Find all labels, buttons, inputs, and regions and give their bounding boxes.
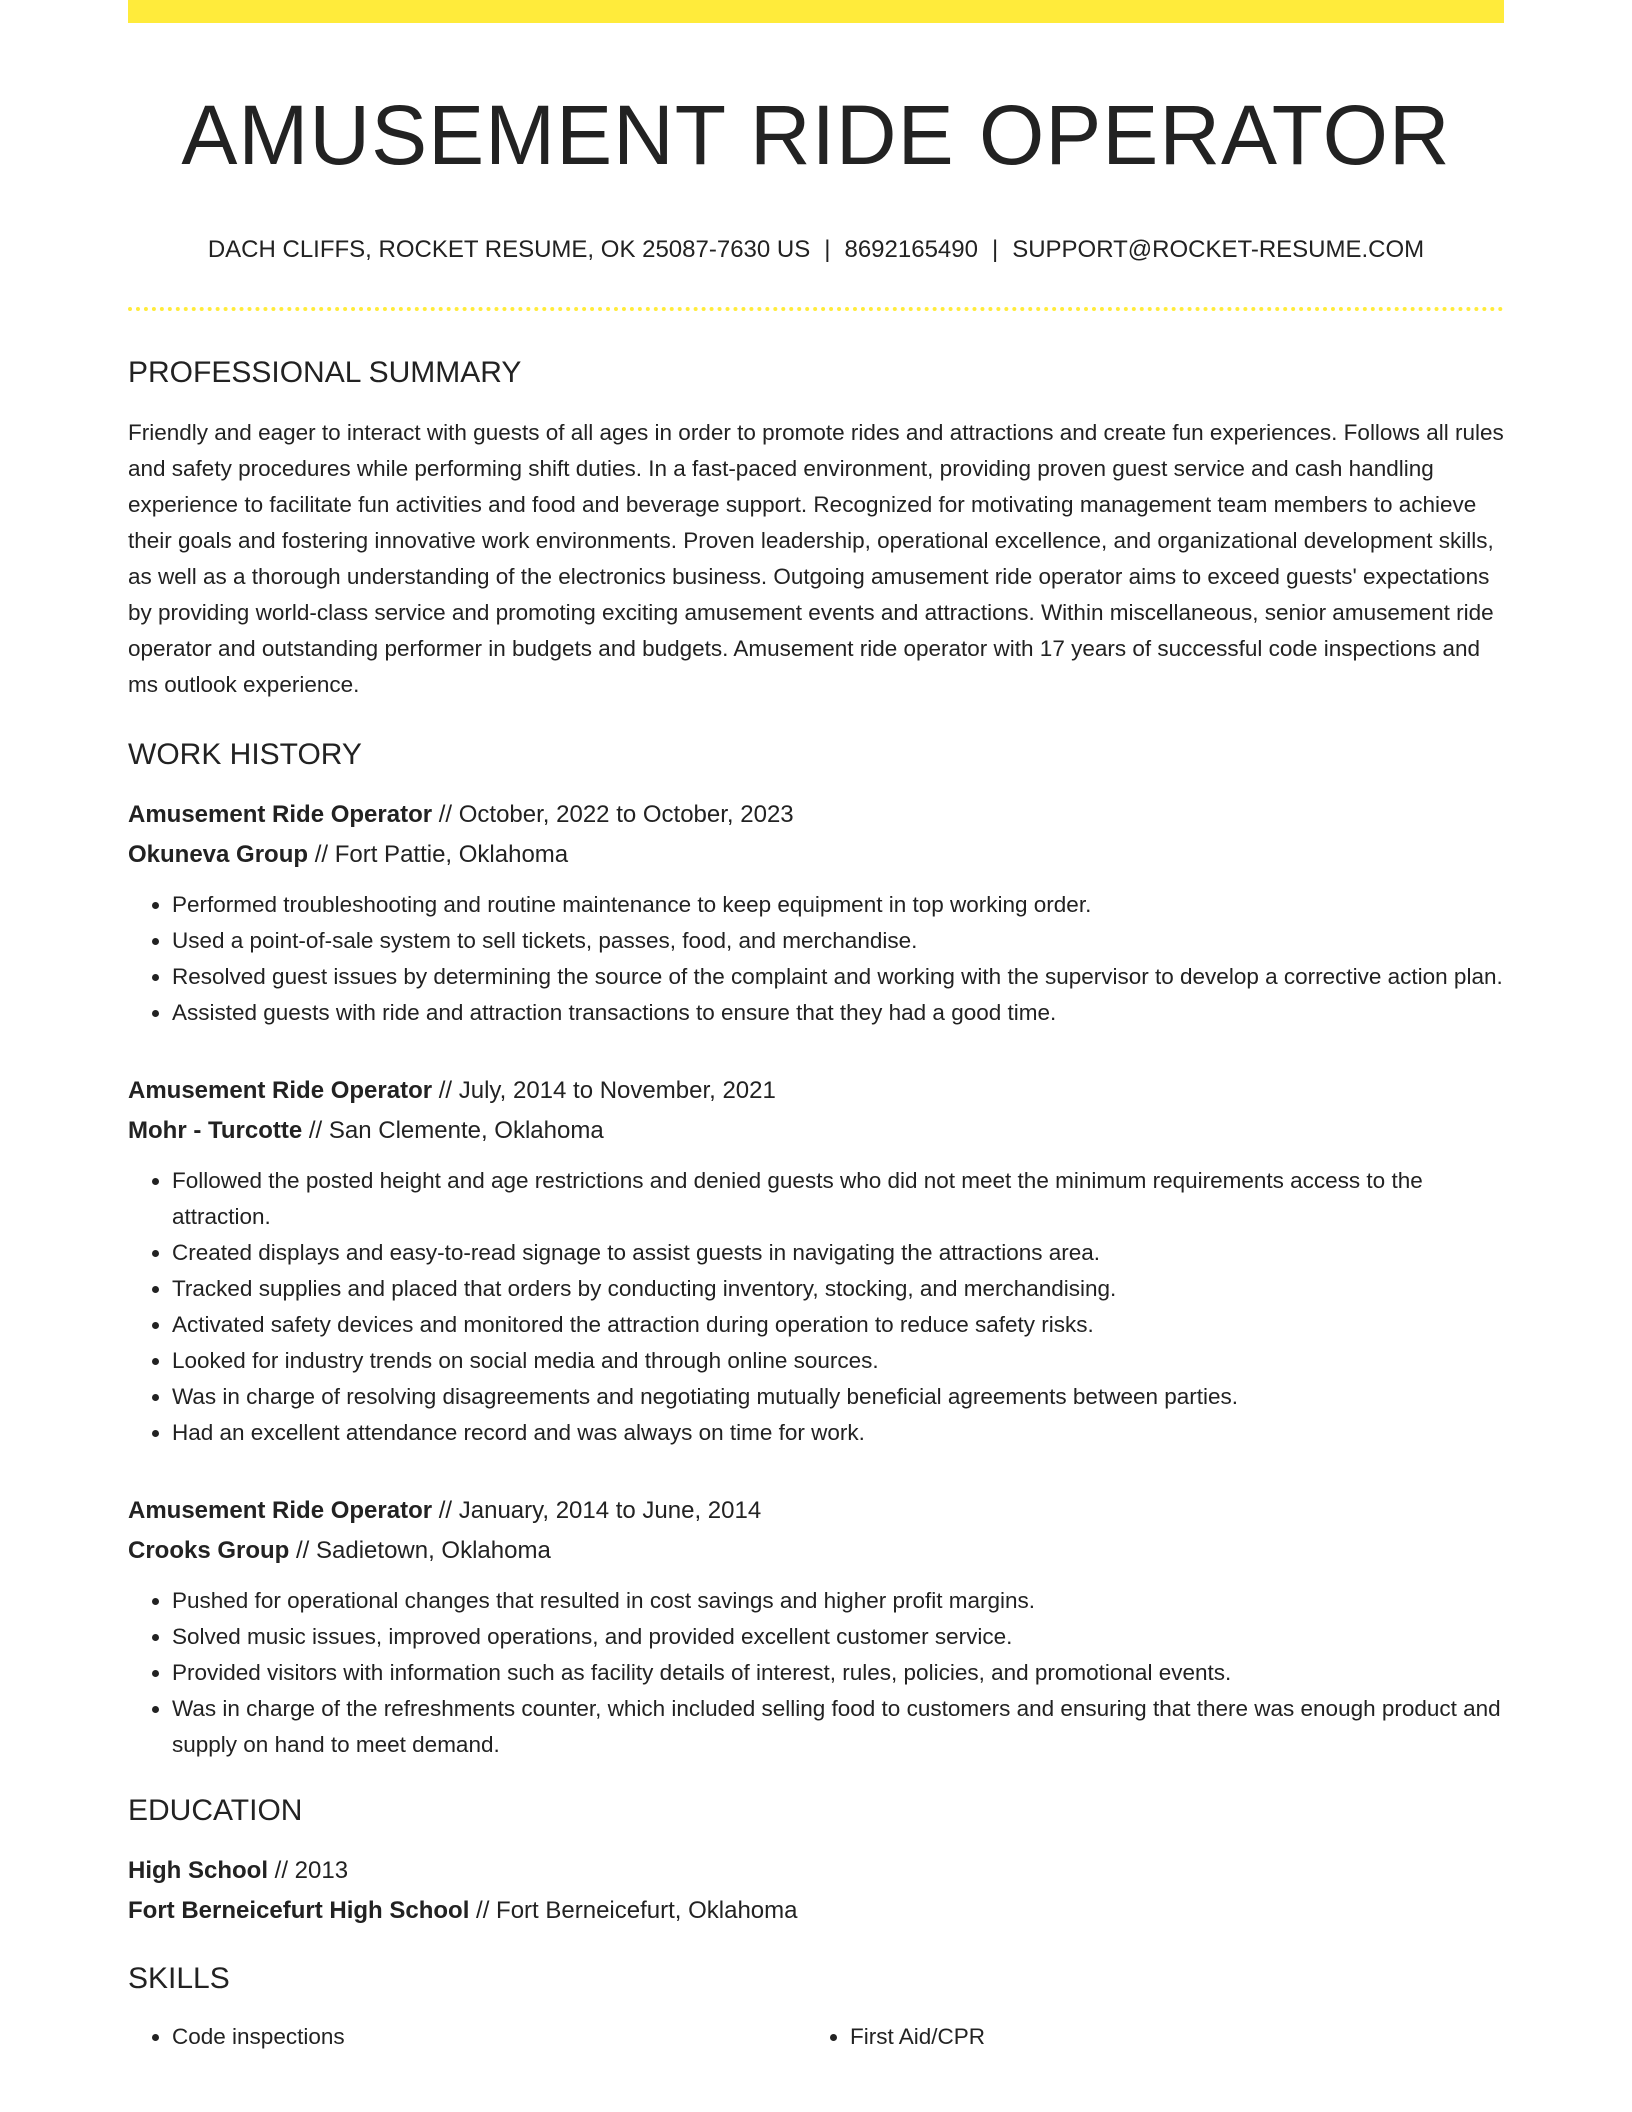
- dotted-divider: [128, 307, 1504, 311]
- job-bullet: • Looked for industry trends on social media and through online sources.: [172, 1343, 1504, 1379]
- job-bullet: • Provided visitors with information such as facility details of interest, rules, policies, and promotional events.: [172, 1655, 1504, 1691]
- education-degree: High School: [128, 1856, 268, 1884]
- job-entry: [128, 795, 1504, 1031]
- contact-email[interactable]: SUPPORT@ROCKET-RESUME.COM: [1012, 235, 1425, 263]
- education-location: // Fort Berneicefurt, Oklahoma: [469, 1896, 798, 1924]
- job-company: Crooks Group: [128, 1536, 290, 1564]
- job-entry: [128, 1071, 1504, 1451]
- job-bullet: • Resolved guest issues by determining the source of the complaint and working with the supervisor to develop a corrective action plan.: [172, 959, 1504, 995]
- job-company-line: [128, 1531, 1504, 1571]
- job-role: Amusement Ride Operator: [128, 1496, 433, 1524]
- job-location: // Fort Pattie, Oklahoma: [308, 840, 569, 868]
- job-bullet: • Tracked supplies and placed that orders by conducting inventory, stocking, and merchandising.: [172, 1271, 1504, 1307]
- job-location: // Sadietown, Oklahoma: [289, 1536, 551, 1564]
- accent-top-bar: [128, 0, 1504, 23]
- education-school-line: [128, 1891, 1504, 1931]
- job-bullet: • Pushed for operational changes that resulted in cost savings and higher profit margins.: [172, 1583, 1504, 1619]
- job-bullet: • Solved music issues, improved operations, and provided excellent customer service.: [172, 1619, 1504, 1655]
- job-entry: [128, 1491, 1504, 1763]
- education-school: Fort Berneicefurt High School: [128, 1896, 470, 1924]
- skill-item: • Code inspections: [172, 2019, 806, 2055]
- work-history-heading: WORK HISTORY: [128, 737, 362, 771]
- contact-separator: |: [824, 235, 831, 263]
- job-bullet: • Performed troubleshooting and routine maintenance to keep equipment in top working order.: [172, 887, 1504, 923]
- skills-grid: [128, 2019, 1504, 2055]
- job-dates: // July, 2014 to November, 2021: [432, 1076, 776, 1104]
- job-bullet: • Assisted guests with ride and attraction transactions to ensure that they had a good time.: [172, 995, 1504, 1031]
- job-company: Mohr - Turcotte: [128, 1116, 303, 1144]
- skills-heading: SKILLS: [128, 1961, 230, 1995]
- job-bullet: • Was in charge of the refreshments counter, which included selling food to customers and ensuring that there was enough product and supply on hand to meet demand.: [172, 1691, 1504, 1763]
- contact-phone: 8692165490: [844, 235, 978, 263]
- job-bullet: • Activated safety devices and monitored the attraction during operation to reduce safety risks.: [172, 1307, 1504, 1343]
- contact-line: [128, 234, 1504, 265]
- job-location: // San Clemente, Oklahoma: [302, 1116, 604, 1144]
- job-bullet: • Followed the posted height and age restrictions and denied guests who did not meet the minimum requirements access to the attraction.: [172, 1163, 1504, 1235]
- education-heading: EDUCATION: [128, 1793, 303, 1827]
- job-bullet: • Created displays and easy-to-read signage to assist guests in navigating the attractions area.: [172, 1235, 1504, 1271]
- education-entry: [128, 1851, 1504, 1931]
- job-dates: // January, 2014 to June, 2014: [432, 1496, 762, 1524]
- education-degree-line: [128, 1851, 1504, 1891]
- job-company: Okuneva Group: [128, 840, 309, 868]
- job-bullet: • Had an excellent attendance record and was always on time for work.: [172, 1415, 1504, 1451]
- skills-column-left: [128, 2019, 806, 2055]
- job-company-line: [128, 1111, 1504, 1151]
- contact-separator: |: [991, 235, 999, 263]
- job-dates: // October, 2022 to October, 2023: [432, 800, 794, 828]
- resume-name: AMUSEMENT RIDE OPERATOR: [181, 88, 1451, 182]
- resume-page: [128, 0, 1504, 2055]
- job-company-line: [128, 835, 1504, 875]
- skill-item: • First Aid/CPR: [850, 2019, 1484, 2055]
- job-role: Amusement Ride Operator: [128, 1076, 433, 1104]
- skills-column-right: [806, 2019, 1484, 2055]
- contact-address: DACH CLIFFS, ROCKET RESUME, OK 25087-7630 US: [207, 235, 811, 263]
- job-bullet: • Used a point-of-sale system to sell tickets, passes, food, and merchandise.: [172, 923, 1504, 959]
- job-role: Amusement Ride Operator: [128, 800, 433, 828]
- summary-heading: PROFESSIONAL SUMMARY: [128, 355, 522, 389]
- job-title-line: [128, 1491, 1504, 1531]
- summary-text: Friendly and eager to interact with guests of all ages in order to promote rides and attractions and create fun experiences. Follows all rules and safety procedures while performing shift duties. In a fast-paced environment, providing proven guest service and cash handling experience to facilitate fun activities and food and beverage support. Recognized for motivating management team members to achieve their goals and fostering innovative work environments. Proven leadership, operational excellence, and organizational development skills, as well as a thorough understanding of the electronics business. Outgoing amusement ride operator aims to exceed guests' expectations by providing world-class service and promoting exciting amusement events and attractions. Within miscellaneous, senior amusement ride operator and outstanding performer in budgets and budgets. Amusement ride operator with 17 years of successful code inspections and ms outlook experience.: [128, 419, 1504, 697]
- job-bullets: [128, 1163, 1504, 1451]
- job-bullet: • Was in charge of resolving disagreements and negotiating mutually beneficial agreements between parties.: [172, 1379, 1504, 1415]
- education-year: // 2013: [268, 1856, 349, 1884]
- job-title-line: [128, 795, 1504, 835]
- job-title-line: [128, 1071, 1504, 1111]
- job-bullets: [128, 1583, 1504, 1763]
- job-bullets: [128, 887, 1504, 1031]
